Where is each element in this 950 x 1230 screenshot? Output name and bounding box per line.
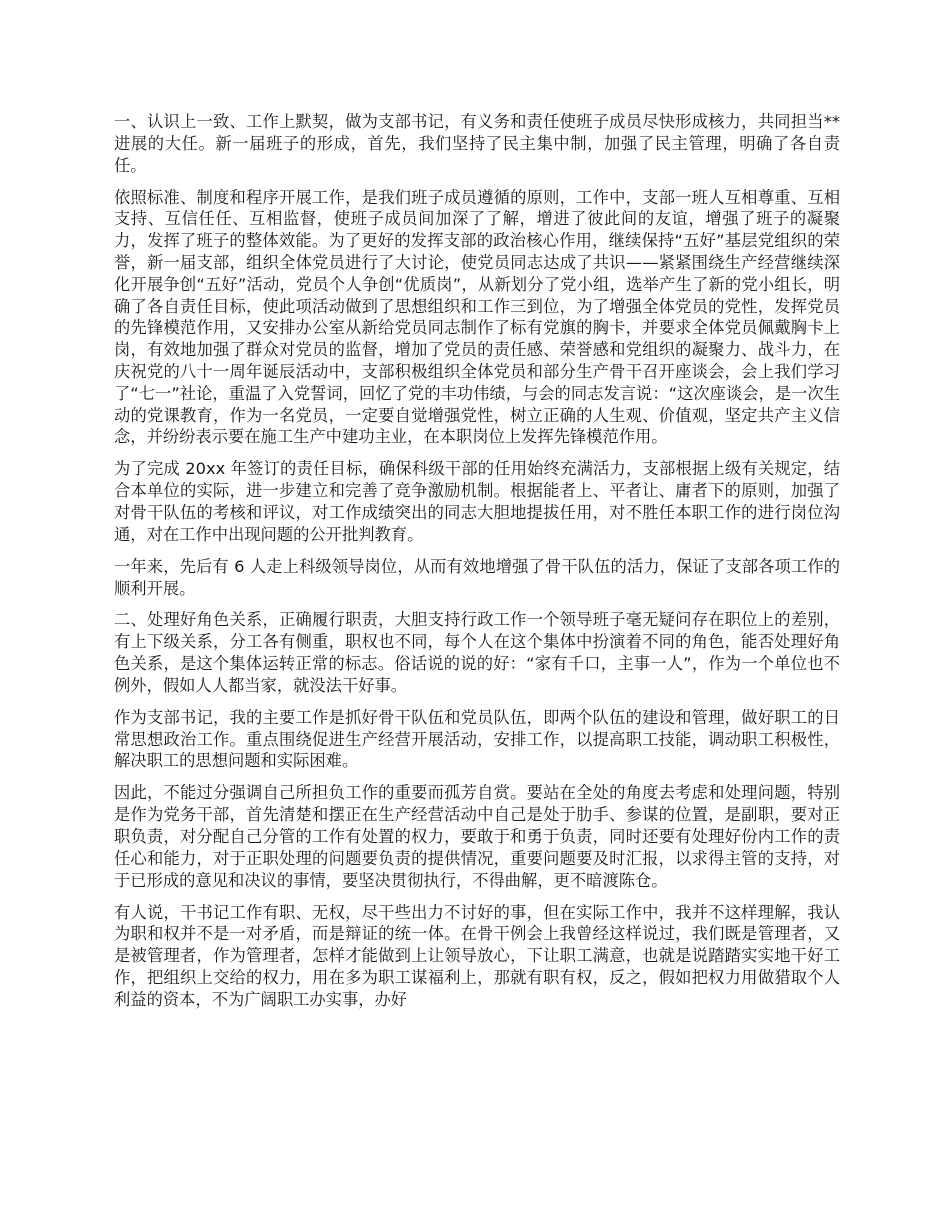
paragraph-4: 一年来，先后有 6 人走上科级领导岗位，从而有效地增强了骨干队伍的活力，保证了支部各项工作的顺利开展。 (114, 556, 840, 598)
paragraph-2: 依照标准、制度和程序开展工作，是我们班子成员遵循的原则，工作中，支部一班人互相尊重、互相支持、互信任任、互相监督，使班子成员间加深了了解，增进了彼此间的友谊，增强了班子的凝聚力，发挥了班子的整体效能。为了更好的发挥支部的政治核心作用，继续保持“五好”基层党组织的荣誉，新一届支部，组织全体党员进行了大讨论，使党员同志达成了共识——紧紧围绕生产经营继续深化开展争创“五好”活动，党员个人争创“优质岗”，从新划分了党小组，选举产生了新的党小组长，明确了各自责任目标，使此项活动做到了思想组织和工作三到位，为了增强全体党员的党性，发挥党员的先锋模范作用，又安排办公室从新给党员同志制作了标有党旗的胸卡，并要求全体党员佩戴胸卡上岗，有效地加强了群众对党员的监督，增加了党员的责任感、荣誉感和党组织的凝聚力、战斗力，在庆祝党的八十一周年诞辰活动中，支部积极组织全体党员和部分生产骨干召开座谈会，会上我们学习了“七一”社论，重温了入党誓词，回忆了党的丰功伟绩，与会的同志发言说：“这次座谈会，是一次生动的党课教育，作为一名党员，一定要自觉增强党性，树立正确的人生观、价值观，坚定共产主义信念，并纷纷表示要在施工生产中建功主业，在本职岗位上发挥先锋模范作用。 (114, 187, 840, 447)
paragraph-6: 作为支部书记，我的主要工作是抓好骨干队伍和党员队伍，即两个队伍的建设和管理，做好职工的日常思想政治工作。重点围绕促进生产经营开展活动，安排工作，以提高职工技能，调动职工积极性，解决职工的思想问题和实际困难。 (114, 707, 840, 771)
paragraph-1: 一、认识上一致、工作上默契，做为支部书记，有义务和责任使班子成员尽快形成核力，共同担当**进展的大任。新一届班子的形成，首先，我们坚持了民主集中制，加强了民主管理，明确了各自责任。 (114, 112, 840, 175)
document-page (114, 111, 840, 1021)
paragraph-7: 因此，不能过分强调自己所担负工作的重要而孤芳自赏。要站在全处的角度去考虑和处理问题，特别是作为党务干部，首先清楚和摆正在生产经营活动中自己是处于肋手、参谋的位置，是副职，要对正职负责，对分配自己分管的工作有处置的权力，要敢于和勇于负责，同时还要有处理好份内工作的责任心和能力，对于正职处理的问题要负责的提供情况，重要问题要及时汇报，以求得主管的支持，对于已形成的意见和决议的事情，要坚决贯彻执行，不得曲解，更不暗渡陈仓。 (114, 783, 840, 890)
paragraph-3: 为了完成 20xx 年签订的责任目标，确保科级干部的任用始终充满活力，支部根据上级有关规定，结合本单位的实际，进一步建立和完善了竞争激励机制。根据能者上、平者让、庸者下的原则，加强了对骨干队伍的考核和评议，对工作成绩突出的同志大胆地提拔任用，对不胜任本职工作的进行岗位沟通，对在工作中出现问题的公开批判教育。 (114, 459, 840, 544)
paragraph-8: 有人说，干书记工作有职、无权，尽干些出力不讨好的事，但在实际工作中，我并不这样理解，我认为职和权并不是一对矛盾，而是辩证的统一体。在骨干例会上我曾经这样说过，我们既是管理者，又是被管理者，作为管理者，怎样才能做到上让领导放心，下让职工满意，也就是说踏踏实实地干好工作，把组织上交给的权力，用在多为职工谋福利上，那就有职有权，反之，假如把权力用做猎取个人利益的资本，不为广阔职工办实事，办好 (114, 902, 840, 1009)
paragraph-5: 二、处理好角色关系，正确履行职责，大胆支持行政工作一个领导班子毫无疑问存在职位上的差别，有上下级关系，分工各有侧重，职权也不同，每个人在这个集体中扮演着不同的角色，能否处理好角色关系，是这个集体运转正常的标志。俗话说的说的好：“家有千口，主事一人”，作为一个单位也不例外，假如人人都当家，就没法干好事。 (114, 610, 840, 695)
